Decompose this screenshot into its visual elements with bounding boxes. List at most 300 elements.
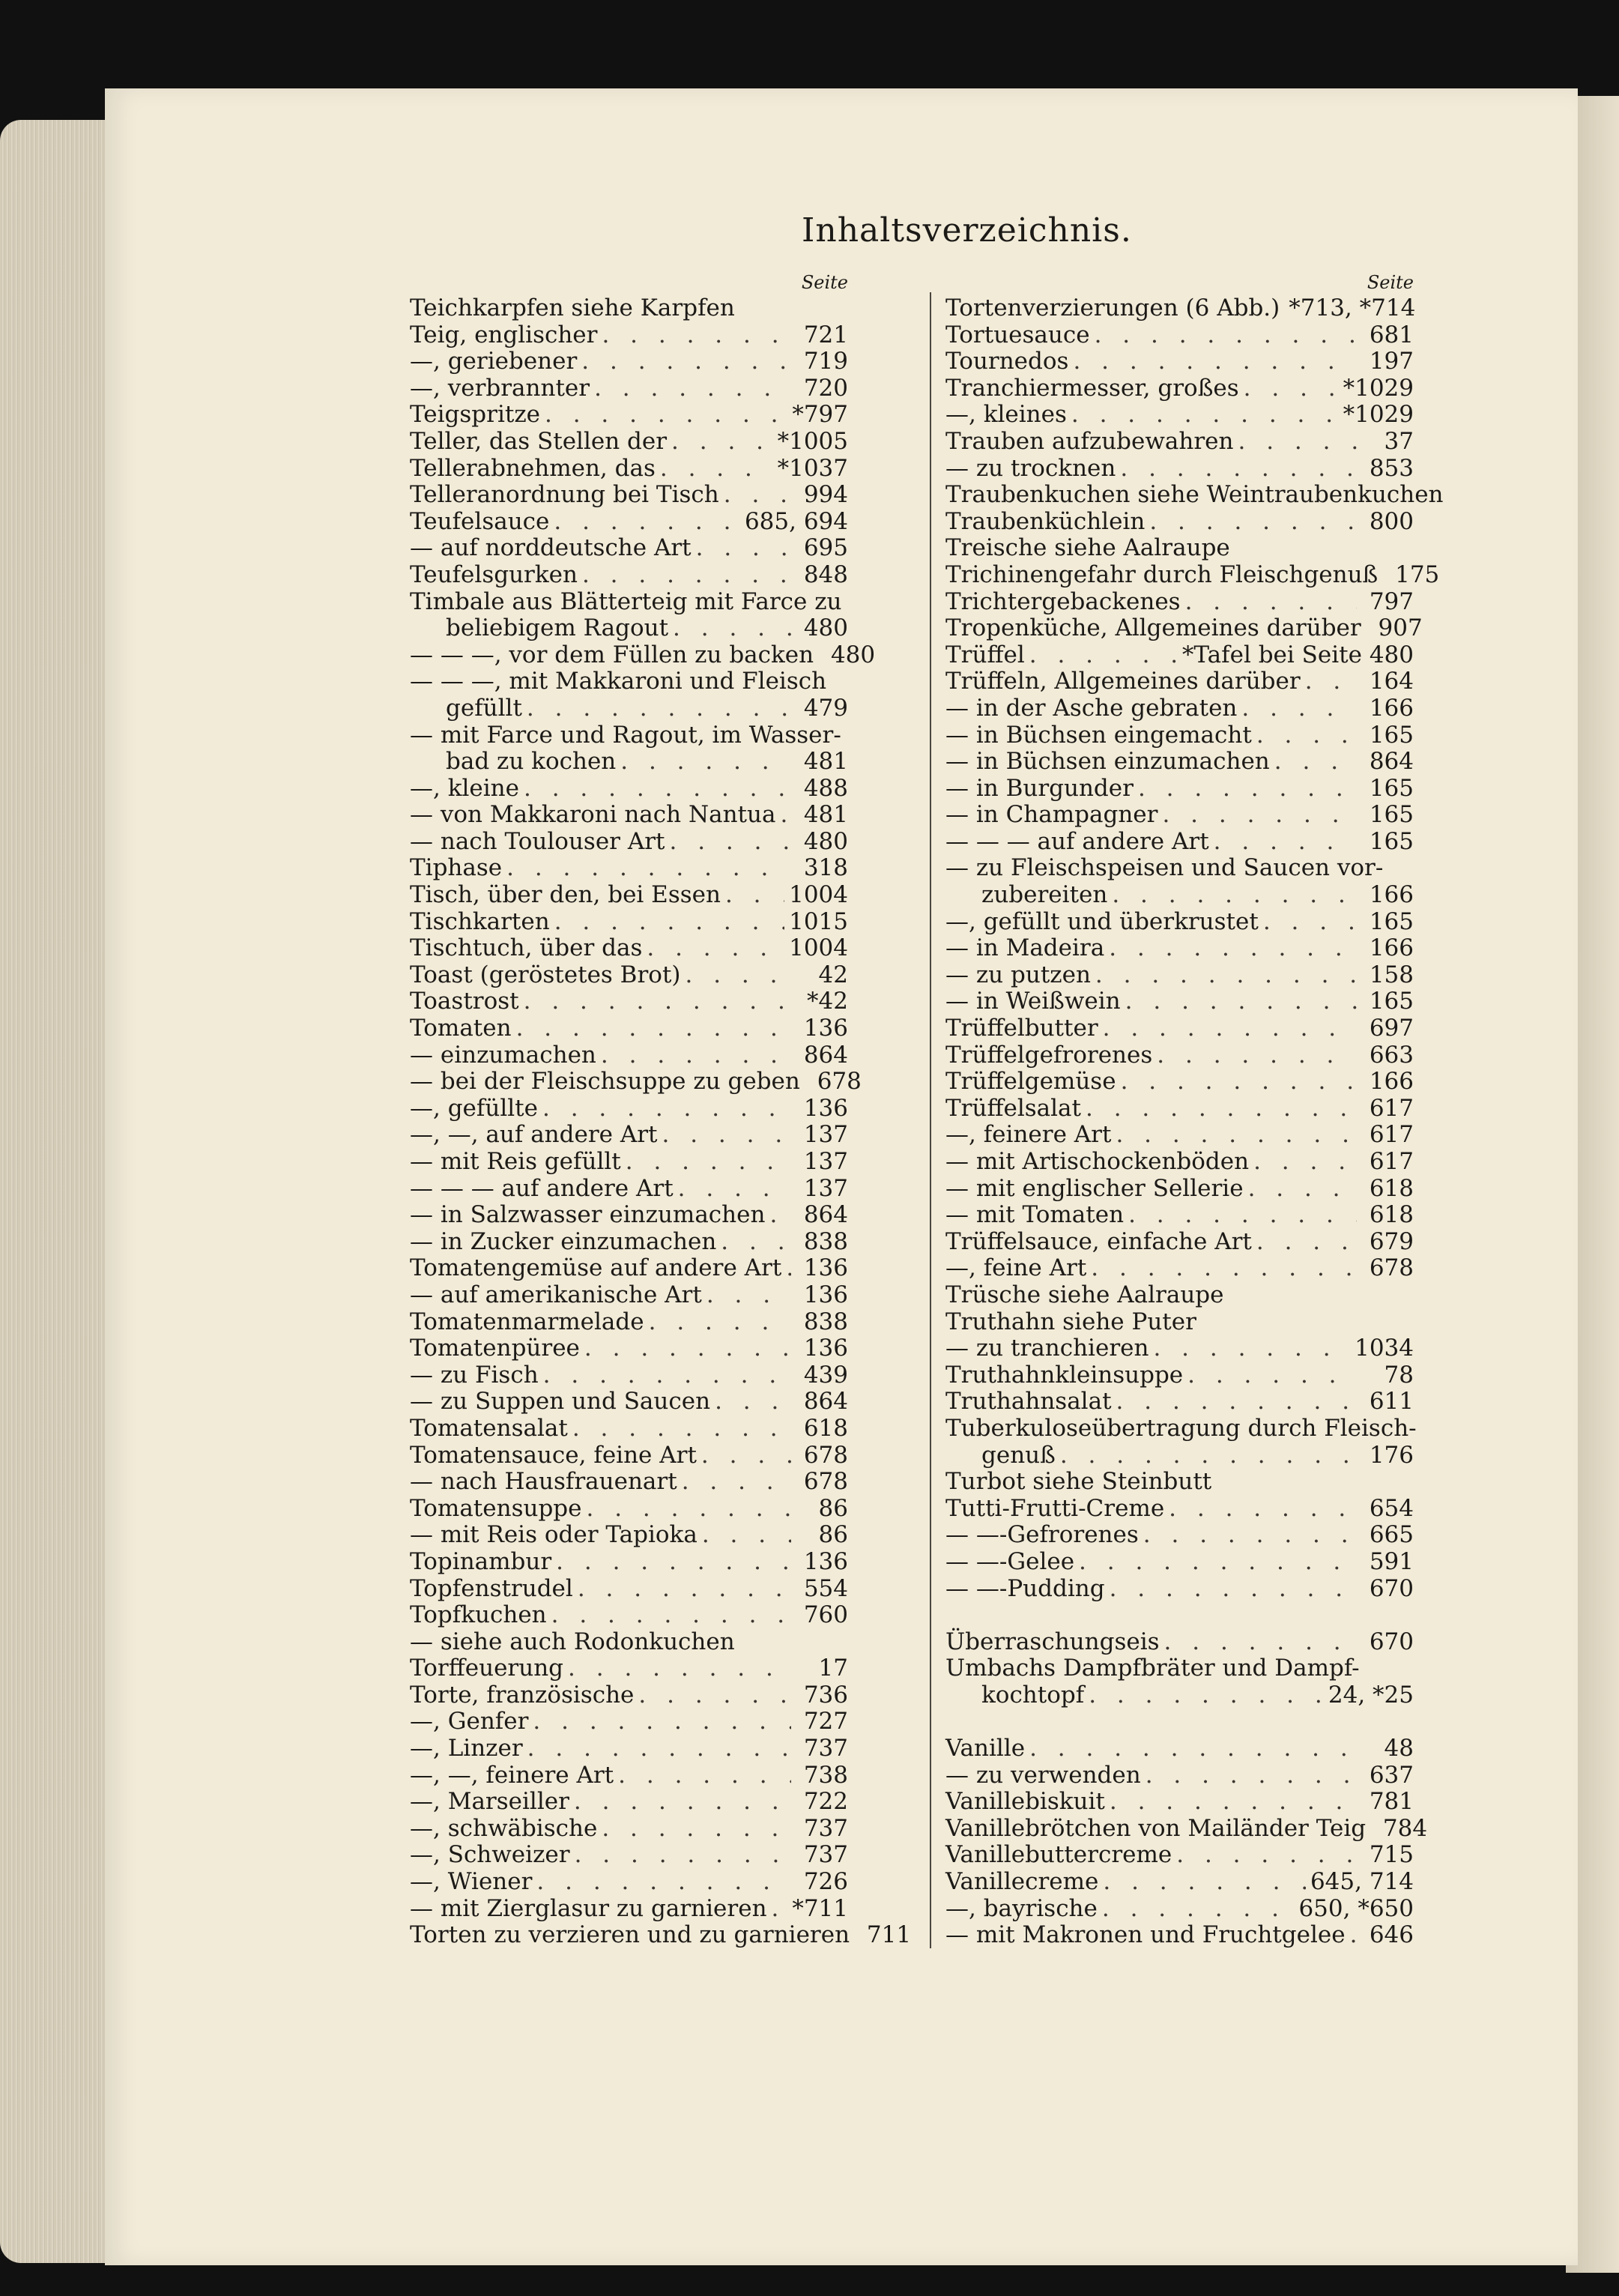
entry-term: Teichkarpfen siehe Karpfen <box>410 294 735 321</box>
dot-leader <box>1248 1176 1357 1203</box>
entry-page-number: 864 <box>1369 748 1414 776</box>
entry-term: Timbale aus Blätterteig mit Farce zu <box>410 587 842 615</box>
entry-term: Tomatensauce, feine Art <box>410 1441 697 1469</box>
entry-page-number: *711 <box>792 1894 848 1922</box>
index-column-left <box>410 271 912 1949</box>
entry-term: Toast (geröstetes Brot) <box>410 961 681 988</box>
entry-term: Tuberkuloseübertragung durch Fleisch- <box>945 1414 1417 1442</box>
dot-leader <box>1110 1576 1357 1603</box>
entry-term: — — — auf andere Art <box>945 827 1209 855</box>
entry-term: Tomaten <box>410 1015 512 1042</box>
index-column-right <box>945 271 1444 1949</box>
entry-page-number: 618 <box>1369 1174 1414 1202</box>
index-entry <box>945 749 1414 776</box>
index-entry <box>945 1682 1414 1709</box>
index-entry <box>945 1229 1414 1256</box>
entry-term: —, Schweizer <box>410 1841 570 1869</box>
entry-page-number: 165 <box>1369 988 1414 1015</box>
index-entry <box>945 1069 1414 1096</box>
entry-term: Turbot siehe Steinbutt <box>945 1468 1212 1496</box>
dot-leader <box>1187 1362 1357 1389</box>
dot-leader <box>725 882 784 909</box>
dot-leader <box>578 1576 791 1603</box>
index-entry <box>410 749 848 776</box>
dot-leader <box>1095 962 1357 989</box>
entry-page-number: 136 <box>803 1015 848 1042</box>
index-entry <box>410 1255 848 1282</box>
dot-leader <box>524 776 791 803</box>
dot-leader <box>1128 1202 1357 1229</box>
entry-term: — mit Artischockenböden <box>945 1148 1250 1175</box>
entry-page-number: 678 <box>803 1468 848 1496</box>
seite-header-right: Seite <box>1367 272 1414 293</box>
entry-term: Trüffelgemüse <box>945 1068 1116 1096</box>
dot-leader <box>769 1202 791 1229</box>
entry-page-number: 175 <box>1395 561 1440 588</box>
dot-leader <box>670 829 791 856</box>
dot-leader <box>554 909 784 936</box>
entry-page-number: *797 <box>792 401 848 429</box>
entry-page-number: 136 <box>803 1254 848 1282</box>
entry-page-number: 864 <box>803 1201 848 1229</box>
index-entry <box>945 882 1414 909</box>
index-entry <box>945 1842 1414 1869</box>
index-entry <box>945 1469 1414 1496</box>
index-entry <box>410 641 876 669</box>
entry-term: Topfenstrudel <box>410 1574 573 1602</box>
dot-leader <box>1121 1069 1357 1096</box>
entry-term: Topinambur <box>410 1547 552 1575</box>
entry-page-number: 42 <box>818 961 848 988</box>
entry-page-number: 481 <box>803 748 848 776</box>
entry-term: —, kleines <box>945 401 1067 429</box>
entry-term: — siehe auch Rodonkuchen <box>410 1628 735 1655</box>
index-entry <box>945 1522 1414 1549</box>
dot-leader <box>1029 1735 1357 1762</box>
entry-page-number: 439 <box>803 1361 848 1389</box>
entry-term: Trüffelsalat <box>945 1094 1081 1122</box>
entry-term: Teig, englischer <box>410 321 598 348</box>
entry-term: — mit englischer Sellerie <box>945 1174 1244 1202</box>
dot-leader <box>543 1362 791 1389</box>
entry-term: Tortuesauce <box>945 321 1090 348</box>
dot-leader <box>1162 802 1357 829</box>
entry-term: — —-Gefrorenes <box>945 1521 1139 1549</box>
dot-leader <box>574 1789 791 1816</box>
entry-term: — einzumachen <box>410 1041 596 1069</box>
dot-leader <box>516 1015 791 1042</box>
entry-term: — — —, mit Makkaroni und Fleisch <box>410 668 827 695</box>
index-entry <box>945 776 1414 803</box>
dot-leader <box>1116 1122 1357 1149</box>
dot-leader <box>527 695 791 722</box>
index-entry <box>945 1896 1414 1923</box>
entry-page-number: 479 <box>803 694 848 722</box>
entry-page-number: 715 <box>1369 1841 1414 1869</box>
dot-leader <box>533 1709 791 1735</box>
dot-leader <box>702 1522 791 1549</box>
dot-leader <box>1138 776 1357 803</box>
index-entry <box>945 642 1414 669</box>
index-entry <box>410 668 848 695</box>
entry-page-number: 165 <box>1369 801 1414 829</box>
entry-term: —, Genfer <box>410 1708 529 1735</box>
entry-term: Trüffel <box>945 641 1025 668</box>
entry-page-number: 86 <box>818 1494 848 1522</box>
index-entry <box>945 589 1414 616</box>
entry-page-number: 637 <box>1369 1761 1414 1789</box>
entry-page-number: *1037 <box>777 454 848 482</box>
entry-page-number: 197 <box>1369 348 1414 375</box>
index-entry <box>410 1629 848 1656</box>
index-entry <box>945 668 1414 695</box>
entry-term: Tisch, über den, bei Essen <box>410 881 721 909</box>
entry-term: Tischkarten <box>410 907 550 935</box>
entry-page-number: 164 <box>1369 668 1414 695</box>
entry-page-number: 165 <box>1369 827 1414 855</box>
entry-term: Tortenverzierungen (6 Abb.) <box>945 294 1280 321</box>
dot-leader <box>1143 1522 1357 1549</box>
dot-leader <box>701 1442 791 1469</box>
index-entry <box>410 1042 848 1069</box>
entry-term: — — —, vor dem Füllen zu backen <box>410 641 814 668</box>
dot-leader <box>1153 1335 1350 1362</box>
index-entry <box>410 295 848 322</box>
index-entry <box>410 1068 862 1096</box>
entry-page-number: 176 <box>1369 1441 1414 1469</box>
index-entry <box>410 1896 848 1923</box>
dot-leader <box>620 749 791 776</box>
entry-term: Toastrost <box>410 988 519 1015</box>
dot-leader <box>1305 668 1357 695</box>
entry-term: Teller, das Stellen der <box>410 427 668 455</box>
entry-term: — bei der Fleischsuppe zu geben <box>410 1068 800 1096</box>
entry-term: —, feine Art <box>945 1254 1087 1282</box>
index-entry <box>945 348 1414 375</box>
dot-leader <box>536 1869 791 1896</box>
entry-term: —, geriebener <box>410 348 578 375</box>
entry-page-number: 670 <box>1369 1574 1414 1602</box>
dot-leader <box>1244 375 1339 402</box>
entry-term: genuß <box>981 1441 1056 1469</box>
dot-leader <box>772 1896 788 1923</box>
entry-page-number: 137 <box>803 1174 848 1202</box>
dot-leader <box>649 1309 791 1336</box>
index-entry <box>945 509 1414 536</box>
index-entry <box>945 988 1414 1015</box>
index-entry <box>410 1309 848 1336</box>
dot-leader <box>706 1282 791 1309</box>
index-entry <box>410 1522 848 1549</box>
entry-page-number: 137 <box>803 1148 848 1175</box>
index-entry <box>945 1096 1414 1123</box>
book-page-edges <box>0 120 112 2263</box>
index-entry <box>945 1442 1414 1469</box>
entry-term: Topfkuchen <box>410 1601 547 1629</box>
entry-term: Tomatensalat <box>410 1414 568 1442</box>
entry-page-number: 864 <box>803 1388 848 1416</box>
dot-leader <box>1102 1896 1295 1923</box>
dot-leader <box>1060 1442 1357 1469</box>
index-entry <box>945 1549 1414 1576</box>
entry-term: — in Burgunder <box>945 774 1134 802</box>
dot-leader <box>1256 1229 1357 1256</box>
entry-term: Teigspritze <box>410 401 540 429</box>
dot-leader <box>678 1176 791 1203</box>
entry-page-number: 737 <box>803 1814 848 1842</box>
entry-page-number: *1005 <box>777 427 848 455</box>
entry-term: beliebigem Ragout <box>446 614 669 642</box>
dot-leader <box>1157 1042 1357 1069</box>
dot-leader <box>1110 1789 1357 1816</box>
entry-page-number: 488 <box>803 774 848 802</box>
entry-term: — in Salzwasser einzumachen <box>410 1201 766 1229</box>
entry-term: — —-Gelee <box>945 1547 1075 1575</box>
index-entry <box>945 695 1414 722</box>
dot-leader <box>1120 456 1357 483</box>
entry-term: — in Weißwein <box>945 988 1121 1015</box>
entry-page-number: *Tafel bei Seite 480 <box>1181 641 1414 668</box>
dot-leader <box>673 615 791 642</box>
entry-term: — mit Makronen und Fruchtgelee <box>945 1921 1346 1949</box>
entry-page-number: 165 <box>1369 721 1414 749</box>
entry-page-number: 646 <box>1369 1921 1414 1949</box>
index-entry <box>410 429 848 456</box>
entry-term: — zu Fleischspeisen und Saucen vor- <box>945 854 1384 882</box>
entry-page-number: *42 <box>807 988 848 1015</box>
dot-leader <box>724 482 791 509</box>
index-entry <box>410 1229 848 1256</box>
entry-term: Tropenküche, Allgemeines darüber <box>945 614 1361 642</box>
entry-term: Torten zu verzieren und zu garnieren <box>410 1921 850 1949</box>
index-entry <box>410 802 848 829</box>
entry-term: Traubenkuchen siehe Weintraubenkuchen <box>945 481 1444 509</box>
entry-term: — auf amerikanische Art <box>410 1281 702 1308</box>
entry-page-number: 481 <box>803 801 848 829</box>
index-entry <box>945 1922 1414 1949</box>
dot-leader <box>1095 322 1357 349</box>
entry-page-number: 618 <box>1369 1201 1414 1229</box>
index-entry <box>410 402 848 429</box>
dot-leader <box>542 1096 791 1123</box>
entry-term: Torffeuerung <box>410 1655 564 1682</box>
index-entry <box>410 509 848 536</box>
entry-page-number: 554 <box>803 1574 848 1602</box>
index-list-left <box>410 294 912 1949</box>
dot-leader <box>1256 722 1357 749</box>
index-entry <box>410 1282 848 1309</box>
entry-page-number: 721 <box>803 321 848 348</box>
entry-page-number: 617 <box>1369 1094 1414 1122</box>
entry-page-number: 681 <box>1369 321 1414 348</box>
index-entry <box>945 1789 1414 1816</box>
entry-page-number: 719 <box>803 348 848 375</box>
entry-term: — zu Fisch <box>410 1361 539 1389</box>
entry-term: Trüffelbutter <box>945 1015 1098 1042</box>
dot-leader <box>584 1335 791 1362</box>
index-entry <box>945 909 1414 936</box>
entry-page-number: 784 <box>1382 1814 1428 1842</box>
entry-page-number: 864 <box>803 1041 848 1069</box>
index-entry <box>945 1496 1414 1523</box>
entry-page-number: 678 <box>803 1441 848 1469</box>
entry-term: — auf norddeutsche Art <box>410 534 692 562</box>
index-entry <box>410 562 848 589</box>
index-entry <box>410 1735 848 1762</box>
dot-leader <box>682 1469 791 1496</box>
index-entry <box>410 962 848 989</box>
entry-term: Torte, französische <box>410 1681 635 1709</box>
dot-leader <box>575 1842 791 1869</box>
dot-leader <box>1103 1869 1306 1896</box>
dot-leader <box>1089 1682 1324 1709</box>
dot-leader <box>1238 429 1357 456</box>
entry-term: —, gefüllte <box>410 1094 538 1122</box>
index-entry <box>410 535 848 562</box>
entry-term: — in Madeira <box>945 934 1105 962</box>
entry-page-number: 591 <box>1369 1547 1414 1575</box>
entry-page-number: 679 <box>1369 1227 1414 1255</box>
dot-leader <box>524 988 791 1015</box>
index-entry <box>410 1549 848 1576</box>
entry-term: —, verbrannter <box>410 374 590 402</box>
entry-term: — mit Zierglasur zu garnieren <box>410 1894 767 1922</box>
entry-page-number: 1034 <box>1355 1335 1414 1362</box>
index-entry <box>410 1869 848 1896</box>
entry-page-number: 37 <box>1384 427 1414 455</box>
entry-page-number: 617 <box>1369 1121 1414 1149</box>
dot-leader <box>601 1042 791 1069</box>
index-entry <box>410 722 848 749</box>
dot-leader <box>551 1602 791 1629</box>
index-entry <box>410 1149 848 1176</box>
index-entry <box>410 1416 848 1442</box>
entry-page-number: 166 <box>1369 694 1414 722</box>
index-entry <box>410 1496 848 1523</box>
entry-page-number: 838 <box>803 1308 848 1335</box>
index-entry <box>410 1602 848 1629</box>
entry-page-number: 654 <box>1369 1494 1414 1522</box>
entry-term: Trüffeln, Allgemeines darüber <box>945 668 1301 695</box>
entry-term: Tomatensuppe <box>410 1494 582 1522</box>
dot-leader <box>556 1549 791 1576</box>
index-entry <box>945 722 1414 749</box>
dot-leader <box>1176 1842 1357 1869</box>
entry-page-number: 165 <box>1369 907 1414 935</box>
index-entry <box>945 481 1444 509</box>
entry-term: — in Champagner <box>945 801 1158 829</box>
entry-page-number: 853 <box>1369 454 1414 482</box>
index-entry <box>410 1469 848 1496</box>
index-entry <box>945 1869 1414 1896</box>
index-entry <box>410 1655 848 1682</box>
section-gap <box>945 1709 1414 1735</box>
entry-term: Tomatenmarmelade <box>410 1308 644 1335</box>
index-entry <box>410 1762 848 1789</box>
entry-term: — mit Reis oder Tapioka <box>410 1521 697 1549</box>
index-entry <box>410 829 848 856</box>
entry-term: Telleranordnung bei Tisch <box>410 481 719 509</box>
entry-page-number: 78 <box>1384 1361 1414 1389</box>
entry-term: —, schwäbische <box>410 1814 598 1842</box>
index-entry <box>945 1122 1414 1149</box>
index-entry <box>945 1255 1414 1282</box>
entry-page-number: 781 <box>1369 1788 1414 1816</box>
entry-term: — mit Tomaten <box>945 1201 1125 1229</box>
dot-leader <box>780 802 791 829</box>
dot-leader <box>1149 509 1357 536</box>
entry-term: Trichtergebackenes <box>945 587 1181 615</box>
entry-page-number: 166 <box>1369 1068 1414 1096</box>
index-entry <box>410 375 848 402</box>
dot-leader <box>1071 402 1339 429</box>
dot-leader <box>1214 829 1357 856</box>
entry-term: zubereiten <box>981 881 1108 909</box>
dot-leader <box>671 429 773 456</box>
entry-term: — in Zucker einzumachen <box>410 1227 717 1255</box>
entry-page-number: 1004 <box>789 881 848 909</box>
entry-page-number: 720 <box>803 374 848 402</box>
dot-leader <box>1103 1015 1357 1042</box>
index-entry <box>945 456 1414 483</box>
entry-term: Vanille <box>945 1735 1026 1762</box>
index-entry <box>410 1921 912 1949</box>
entry-term: Tomatengemüse auf andere Art <box>410 1254 782 1282</box>
entry-page-number: 86 <box>818 1521 848 1549</box>
entry-page-number: 678 <box>817 1068 862 1096</box>
index-entry <box>410 1442 848 1469</box>
dot-leader <box>686 962 792 989</box>
index-entry <box>945 1015 1414 1042</box>
index-entry <box>410 1096 848 1123</box>
dot-leader <box>568 1655 791 1682</box>
dot-leader <box>587 1496 792 1523</box>
entry-term: Trauben aufzubewahren <box>945 427 1234 455</box>
index-entry <box>945 614 1423 642</box>
entry-page-number: 1015 <box>789 907 848 935</box>
index-entry <box>945 1042 1414 1069</box>
entry-term: — zu putzen <box>945 961 1091 988</box>
dot-leader <box>1169 1496 1357 1523</box>
index-entry <box>945 1576 1414 1603</box>
entry-page-number: 1004 <box>789 934 848 962</box>
index-entry <box>945 535 1414 562</box>
entry-term: bad zu kochen <box>446 748 617 776</box>
entry-term: — mit Farce und Ragout, im Wasser- <box>410 721 841 749</box>
entry-page-number: *1029 <box>1343 374 1414 402</box>
entry-term: — in Büchsen eingemacht <box>945 721 1252 749</box>
index-entry <box>945 1814 1428 1843</box>
index-entry <box>410 909 848 936</box>
index-entry <box>945 375 1414 402</box>
dot-leader <box>1091 1255 1357 1282</box>
entry-term: Tischtuch, über das <box>410 934 643 962</box>
index-entry <box>410 1842 848 1869</box>
entry-page-number: 136 <box>803 1094 848 1122</box>
dot-leader <box>1146 1762 1357 1789</box>
entry-term: —, kleine <box>410 774 519 802</box>
entry-term: Tellerabnehmen, das <box>410 454 656 482</box>
entry-page-number: 158 <box>1369 961 1414 988</box>
entry-term: —, —, auf andere Art <box>410 1121 658 1149</box>
entry-page-number: 136 <box>803 1335 848 1362</box>
index-entry <box>945 962 1414 989</box>
index-entry <box>945 935 1414 962</box>
entry-page-number: 165 <box>1369 774 1414 802</box>
entry-page-number: 611 <box>1369 1388 1414 1416</box>
dot-leader <box>1253 1149 1357 1176</box>
index-entry <box>945 1202 1414 1229</box>
